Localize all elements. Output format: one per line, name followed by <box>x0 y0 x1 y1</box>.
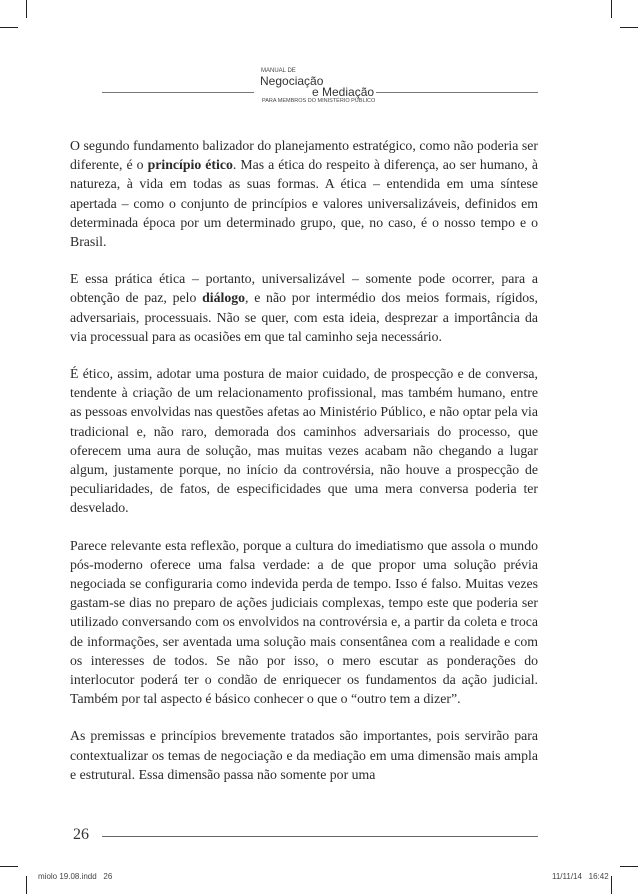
crop-mark-top-left-h <box>0 27 18 28</box>
paragraph-5: As premissas e princípios brevemente tratados são importantes, pois servirão para contextualizar os temas de negociação e da mediação em uma dimensão mais ampla e estrutural. Essa dimensão passa não somente por uma <box>70 728 538 782</box>
body-text <box>70 136 538 802</box>
header-rule-left <box>102 92 254 93</box>
print-slug-datetime: 11/11/14 16:42 <box>552 872 609 881</box>
bold-term-principio-etico: princípio ético <box>147 157 233 173</box>
header-subtitle: PARA MEMBROS DO MINISTÉRIO PÚBLICO <box>262 98 376 104</box>
crop-mark-bottom-right-v <box>611 876 612 894</box>
paragraph-2-text-b: , e não por intermédio dos meios formais, rígidos, adversariais, processuais. Não se quer, com esta ideia, desprezar a importância da via processual para as ocasiões em que tal caminho seja necessário. <box>70 290 538 344</box>
crop-mark-top-right-h <box>620 27 638 28</box>
crop-mark-top-right-v <box>611 0 612 18</box>
paragraph-2-text-a: E essa prática ética – portanto, universalizável – somente pode ocorrer, para a obtenção de paz, pelo <box>70 271 538 306</box>
crop-mark-bottom-left-h <box>0 866 18 867</box>
paragraph-1-text-b: . Mas a ética do respeito à diferença, ao ser humano, à natureza, à vida em todas as suas formas. A ética – entendida em uma síntese apertada – como o conjunto de princípios e valores universalizáveis, definidos em determinada época por um determinado grupo, que, no caso, é o nosso tempo e o Brasil. <box>70 157 538 250</box>
header-title-line1: Negociação <box>260 74 324 88</box>
crop-mark-bottom-left-v <box>26 876 27 894</box>
paragraph-4: Parece relevante esta reflexão, porque a cultura do imediatismo que assola o mundo pós-moderno oferece uma falsa verdade: a de que propor uma solução prévia negociada se configuraria como indevida perda de tempo. Isso é falso. Muitas vezes gastam-se dias no preparo de ações judiciais complexas, tempo este que poderia ser utilizado conversando com os envolvidos na controvérsia e, a partir da coleta e troca de informações, ser aventada uma solução mais consentânea com a realidade e com os interesses de todos. Se não por isso, o mero escutar as ponderações do interlocutor poderá ter o condão de enriquecer os fundamentos da ação judicial. Também por tal aspecto é básico conhecer o que o “outro tem a dizer”. <box>70 537 538 707</box>
paragraph-1-text-a: O segundo fundamento balizador do planejamento estratégico, como não poderia ser diferente, é o <box>70 138 538 173</box>
manual-label: MANUAL DE <box>261 68 296 74</box>
header-rule-right <box>376 92 538 93</box>
running-header <box>0 60 638 110</box>
crop-mark-bottom-right-h <box>620 866 638 867</box>
paragraph-3: É ético, assim, adotar uma postura de maior cuidado, de prospecção e de conversa, tendente à criação de um relacionamento profissional, mas também humano, entre as pessoas envolvidas nas questões afetas ao Ministério Público, e não optar pela via tradicional e, não raro, demorada dos caminhos adversariais do processo, que oferecem uma aura de solução, mas muitas vezes acabam não chegando a lugar algum, justamente porque, no início da controvérsia, não houve a prospecção de peculiaridades, de fatos, de especificidades que uma mera conversa poderia ter desvelado. <box>70 366 538 516</box>
print-slug-filename: miolo 19.08.indd 26 <box>38 872 113 881</box>
footer-rule <box>102 836 538 837</box>
bold-term-dialogo: diálogo <box>202 290 246 306</box>
header-title-line2: e Mediação <box>312 85 375 99</box>
paragraph-1 <box>70 136 538 251</box>
page-number: 26 <box>73 826 89 843</box>
crop-mark-top-left-v <box>26 0 27 18</box>
paragraph-2 <box>70 269 538 346</box>
